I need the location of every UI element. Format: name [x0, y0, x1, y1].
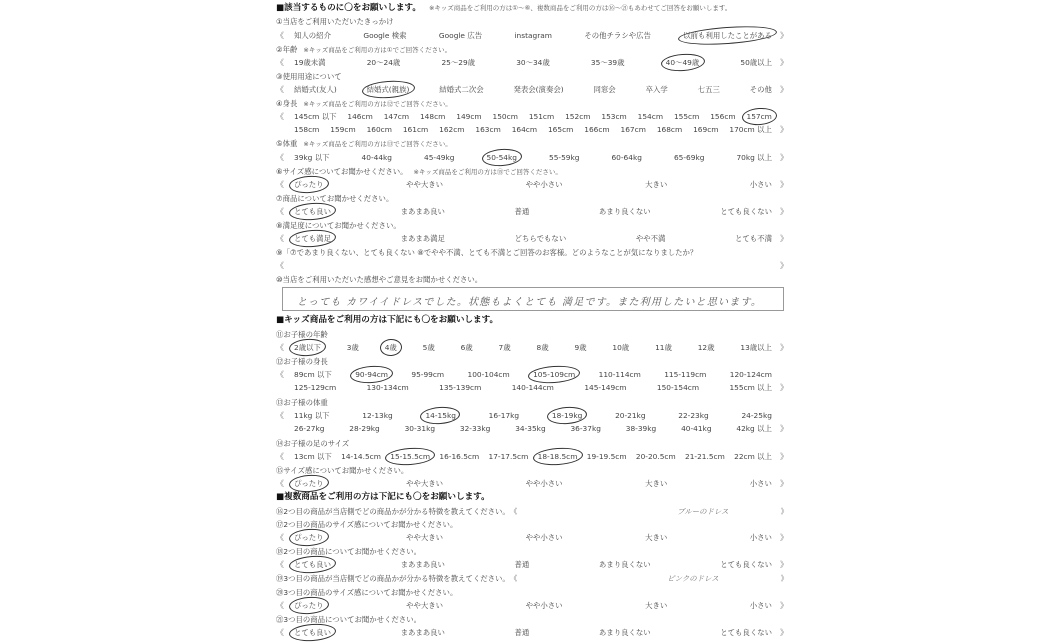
question-label [276, 355, 788, 368]
option[interactable]: 大きい [645, 601, 668, 610]
option[interactable]: 20～24歳 [366, 58, 401, 67]
option[interactable]: 149cm [456, 112, 482, 121]
q5-label: ⑤体重 [276, 139, 298, 148]
option[interactable]: 147cm [383, 112, 410, 121]
question-label [276, 273, 788, 286]
open-bracket: 《 [276, 560, 284, 569]
k13-options-line2 [276, 422, 788, 435]
q5-options [276, 151, 788, 164]
option-selected[interactable]: とても満足 [294, 234, 331, 243]
k12-label: ⑫お子様の身長 [276, 357, 328, 366]
question-label [276, 613, 788, 626]
open-bracket: 《 [276, 58, 284, 67]
m19-answer[interactable]: ピンクのドレス [667, 574, 719, 583]
option[interactable]: 115-119cm [664, 370, 707, 379]
option-list [286, 381, 778, 394]
option[interactable]: 35～39歳 [590, 58, 625, 67]
m16-label: ⑯2つ目の商品が当店側でどの商品かが分かる特徴を教えてください。 [276, 507, 510, 516]
option[interactable]: やや大きい [406, 180, 444, 189]
comment-box[interactable] [282, 287, 784, 311]
option[interactable]: 小さい [749, 479, 772, 488]
option[interactable]: 165cm [547, 125, 574, 134]
option[interactable]: 22-23kg [678, 411, 709, 420]
option[interactable]: とても良くない [720, 628, 772, 637]
option[interactable]: 170cm 以上 [729, 125, 772, 134]
option-selected[interactable]: とても良い [294, 207, 331, 216]
option-list [286, 110, 778, 123]
section-title: ■該当するものに〇をお願いします。 [276, 3, 421, 13]
option[interactable]: どちらでもない [514, 234, 567, 243]
m16-row [276, 505, 788, 518]
option-selected[interactable]: 157cm [746, 112, 772, 121]
option[interactable]: 164cm [511, 125, 538, 134]
option[interactable]: 16-16.5cm [439, 452, 480, 461]
close-bracket: 》 [780, 31, 788, 40]
question-label [276, 43, 788, 56]
q6-note: ※キッズ商品をご利用の方は⑮でご回答ください。 [413, 168, 562, 176]
open-bracket: 《 [276, 452, 284, 461]
open-bracket: 《 [276, 601, 284, 610]
open-bracket: 《 [276, 153, 284, 162]
option[interactable]: あまり良くない [598, 560, 651, 569]
option[interactable]: 167cm [620, 125, 646, 134]
option[interactable]: 169cm [693, 125, 719, 134]
option-list [286, 422, 778, 435]
question-label [276, 586, 788, 599]
option[interactable]: 36-37kg [570, 424, 601, 433]
open-bracket: 《 [276, 628, 284, 637]
q9-answer-row [276, 259, 788, 272]
option[interactable]: 95-99cm [411, 370, 445, 379]
option[interactable]: 125-129cm [294, 383, 337, 392]
m18-options [276, 558, 788, 571]
m21-label: ㉑3つ目の商品についてお聞かせください。 [276, 615, 421, 624]
m20-options [276, 599, 788, 612]
option[interactable]: 146cm [347, 112, 373, 121]
option[interactable]: 結婚式二次会 [439, 85, 484, 94]
k13-options-line1 [276, 409, 788, 422]
option[interactable]: やや大きい [406, 533, 444, 542]
option[interactable]: 9歳 [574, 343, 587, 352]
option[interactable]: 小さい [749, 180, 772, 189]
section-heading [276, 314, 788, 327]
q8-options [276, 232, 788, 245]
option[interactable]: 25～29歳 [441, 58, 476, 67]
option[interactable]: やや小さい [525, 533, 563, 542]
q3-options [276, 83, 788, 96]
option[interactable]: やや小さい [525, 479, 563, 488]
q9-label: ⑨「⑦であまり良くない、とても良くない ⑧でやや不満、とても不満とご回答のお客様。どのようなことが気になりましたか？ [276, 248, 698, 257]
open-bracket: 《 [276, 370, 284, 379]
option[interactable]: 10歳 [612, 343, 630, 352]
section-note: ※キッズ商品をご利用の方は①～⑥、複数商品をご利用の方は⑯～㉑もあわせてご回答をお願いします。 [428, 4, 732, 12]
option[interactable]: 153cm [601, 112, 627, 121]
q4-options-line2 [276, 123, 788, 136]
close-bracket: 》 [780, 153, 788, 162]
option-list [286, 56, 778, 69]
m19-label: ⑲3つ目の商品が当店側でどの商品かが分かる特徴を教えてください。 [276, 574, 510, 583]
close-bracket: 》 [780, 507, 788, 516]
option[interactable]: 140-144cm [511, 383, 554, 392]
option[interactable]: 発表会(演奏会) [513, 85, 564, 94]
option[interactable]: Google 検索 [363, 31, 407, 40]
close-bracket: 》 [780, 261, 788, 270]
close-bracket: 》 [780, 207, 788, 216]
m21-options [276, 626, 788, 639]
question-label [276, 137, 788, 150]
close-bracket: 》 [780, 479, 788, 488]
option[interactable]: 14-14.5cm [341, 452, 381, 461]
q7-options [276, 205, 788, 218]
open-bracket: 《 [276, 207, 284, 216]
q3-label: ③使用用途について [276, 72, 342, 81]
k11-options [276, 341, 788, 354]
question-label [276, 15, 788, 28]
q4-note: ※キッズ商品をご利用の方は⑫でご回答ください。 [303, 100, 452, 108]
q1-label: ①当店をご利用いただいたきっかけ [276, 17, 394, 26]
option[interactable]: 110-114cm [598, 370, 641, 379]
option[interactable]: とても良くない [720, 207, 772, 216]
q2-note: ※キッズ商品をご利用の方は①でご回答ください。 [303, 46, 452, 54]
m17-label: ⑰2つ目の商品のサイズ感についてお聞かせください。 [276, 520, 458, 529]
option-selected[interactable]: 18-19kg [551, 411, 583, 420]
option[interactable]: 156cm [710, 112, 736, 121]
option-list [286, 599, 778, 612]
option-selected[interactable]: 105-109cm [533, 370, 576, 379]
question-label [276, 545, 788, 558]
option[interactable]: 34-35kg [515, 424, 546, 433]
option[interactable]: 40-41kg [681, 424, 712, 433]
q7-label: ⑦商品についてお聞かせください。 [276, 194, 394, 203]
section-heading [276, 491, 788, 504]
option[interactable]: 120-124cm [729, 370, 772, 379]
option-selected[interactable]: 90-94cm [355, 370, 388, 379]
option[interactable]: 19-19.5cm [586, 452, 627, 461]
option-list [286, 477, 778, 490]
m20-label: ⑳3つ目の商品のサイズ感についてお聞かせください。 [276, 588, 458, 597]
option-list [286, 178, 778, 191]
k13-label: ⑬お子様の体重 [276, 398, 328, 407]
section-heading [276, 2, 788, 15]
option-list [286, 341, 778, 354]
option[interactable]: 50歳以上 [740, 58, 772, 67]
option[interactable]: 11kg 以下 [294, 411, 330, 420]
k14-options [276, 450, 788, 463]
question-label [276, 396, 788, 409]
option[interactable]: 154cm [637, 112, 664, 121]
option-selected[interactable]: 2歳以下 [294, 343, 321, 352]
option[interactable]: まあまあ満足 [400, 234, 445, 243]
option[interactable]: 160cm [366, 125, 392, 134]
open-bracket: 《 [276, 479, 284, 488]
option[interactable]: 普通 [514, 560, 530, 569]
close-bracket: 》 [780, 424, 788, 433]
option[interactable]: 148cm [419, 112, 446, 121]
close-bracket: 》 [780, 85, 788, 94]
m19-row [276, 572, 788, 585]
q8-label: ⑧満足度についてお聞かせください。 [276, 221, 401, 230]
option[interactable]: 163cm [475, 125, 501, 134]
option[interactable]: 七五三 [697, 85, 720, 94]
option[interactable]: 5歳 [422, 343, 435, 352]
option-selected[interactable]: 15-15.5cm [390, 452, 431, 461]
option-selected[interactable]: とても良い [294, 628, 331, 637]
option[interactable]: 7歳 [498, 343, 511, 352]
option[interactable]: 8歳 [536, 343, 549, 352]
close-bracket: 》 [780, 234, 788, 243]
option[interactable]: やや不満 [635, 234, 666, 243]
option[interactable]: 159cm [330, 125, 356, 134]
option-list [286, 151, 778, 164]
option-list [286, 558, 778, 571]
question-label [276, 328, 788, 341]
open-bracket: 《 [276, 261, 284, 270]
option[interactable]: まあまあ良い [400, 560, 445, 569]
option-list [286, 368, 778, 381]
option[interactable]: Google 広告 [438, 31, 483, 40]
option[interactable]: 65-69kg [673, 153, 705, 162]
option-list [286, 232, 778, 245]
option[interactable]: 60-64kg [611, 153, 642, 162]
option[interactable]: 32-33kg [459, 424, 491, 433]
close-bracket: 》 [780, 383, 788, 392]
option-selected[interactable]: 以前も利用したことがある [683, 31, 772, 40]
option[interactable]: 20-20.5cm [635, 452, 676, 461]
option[interactable]: 40-44kg [361, 153, 392, 162]
question-label [276, 97, 788, 110]
question-label [276, 70, 788, 83]
option-selected[interactable]: 18-18.5cm [537, 452, 578, 461]
close-bracket: 》 [780, 601, 788, 610]
option[interactable]: 小さい [749, 601, 772, 610]
option[interactable]: 166cm [584, 125, 610, 134]
k12-options-line1 [276, 368, 788, 381]
option[interactable]: 大きい [645, 533, 668, 542]
open-bracket: 《 [276, 411, 284, 420]
question-label [276, 219, 788, 232]
q2-options [276, 56, 788, 69]
open-bracket: 《 [276, 180, 284, 189]
option[interactable]: 同窓会 [593, 85, 616, 94]
close-bracket: 》 [780, 452, 788, 461]
option[interactable]: まあまあ良い [400, 628, 445, 637]
option-list [286, 531, 778, 544]
option-selected[interactable]: 40～49歳 [665, 58, 700, 67]
option[interactable]: 24-25kg [741, 411, 772, 420]
open-bracket: 《 [276, 343, 284, 352]
option-selected[interactable]: 4歳 [384, 343, 397, 352]
open-bracket: 《 [276, 85, 284, 94]
k12-options-line2 [276, 381, 788, 394]
option-list [286, 626, 778, 639]
option[interactable]: 13cm 以下 [294, 452, 332, 461]
section-title: ■キッズ商品をご利用の方は下記にも〇をお願いします。 [276, 315, 499, 325]
option-selected[interactable]: 14-15kg [425, 411, 456, 420]
option[interactable]: 30～34歳 [516, 58, 550, 67]
open-bracket: 《 [509, 574, 518, 583]
option[interactable]: 100-104cm [467, 370, 510, 379]
option[interactable]: その他 [749, 85, 772, 94]
close-bracket: 》 [780, 343, 788, 352]
option[interactable]: 22cm 以上 [734, 452, 772, 461]
option[interactable]: 6歳 [460, 343, 473, 352]
option[interactable]: とても良くない [720, 560, 772, 569]
option[interactable]: 知人の紹介 [294, 31, 331, 40]
m16-answer[interactable]: ブルーのドレス [677, 507, 729, 516]
option[interactable]: 20-21kg [615, 411, 646, 420]
option[interactable]: 89cm 以下 [294, 370, 332, 379]
close-bracket: 》 [780, 574, 788, 583]
option[interactable]: 17-17.5cm [488, 452, 529, 461]
option[interactable]: 151cm [528, 112, 555, 121]
m18-label: ⑱2つ目の商品についてお聞かせください。 [276, 547, 421, 556]
option[interactable]: 大きい [645, 180, 668, 189]
open-bracket: 《 [276, 112, 284, 121]
option-selected[interactable]: 結婚式(親族) [366, 85, 410, 94]
option[interactable]: 161cm [402, 125, 429, 134]
option[interactable]: あまり良くない [598, 207, 651, 216]
option[interactable]: 19歳未満 [294, 58, 326, 67]
option[interactable]: 結婚式(友人) [294, 85, 337, 94]
option[interactable]: やや小さい [525, 180, 563, 189]
option[interactable]: 152cm [565, 112, 591, 121]
option[interactable]: 158cm [294, 125, 320, 134]
question-label [276, 192, 788, 205]
option-list [286, 205, 778, 218]
close-bracket: 》 [780, 628, 788, 637]
option[interactable]: 12-13kg [362, 411, 393, 420]
option[interactable]: 38-39kg [625, 424, 657, 433]
question-label [276, 518, 788, 531]
k11-label: ⑪お子様の年齢 [276, 330, 328, 339]
close-bracket: 》 [780, 125, 788, 134]
option[interactable]: 45-49kg [424, 153, 455, 162]
close-bracket: 》 [780, 533, 788, 542]
close-bracket: 》 [780, 180, 788, 189]
option[interactable]: 普通 [514, 628, 530, 637]
question-label [276, 464, 788, 477]
option[interactable]: instagram [514, 31, 552, 40]
option[interactable]: 145cm 以下 [294, 112, 337, 121]
option-selected[interactable]: ぴったり [294, 533, 324, 542]
option[interactable]: 普通 [514, 207, 530, 216]
option[interactable]: 150-154cm [656, 383, 700, 392]
handwritten-comment: とっても カワイイドレスでした。状態もよくとても 満足です。また利用したいと思います。 [297, 297, 763, 308]
option[interactable]: 162cm [439, 125, 465, 134]
option-list [286, 450, 778, 463]
k15-label: ⑮サイズ感についてお聞かせください。 [276, 466, 409, 475]
open-bracket: 《 [509, 507, 518, 516]
option[interactable]: 168cm [656, 125, 683, 134]
question-label [276, 437, 788, 450]
q10-label: ⑩当店をご利用いただいた感想やご意見をお聞かせください。 [276, 275, 483, 284]
option[interactable]: 130-134cm [366, 383, 409, 392]
q4-label: ④身長 [276, 99, 298, 108]
k14-label: ⑭お子様の足のサイズ [276, 439, 350, 448]
m17-options [276, 531, 788, 544]
option[interactable]: 12歳 [697, 343, 715, 352]
k15-options [276, 477, 788, 490]
option[interactable]: 145-149cm [584, 383, 627, 392]
option[interactable]: 70kg 以上 [736, 153, 772, 162]
q6-options [276, 178, 788, 191]
q4-options-line1 [276, 110, 788, 123]
option[interactable]: 21-21.5cm [685, 452, 725, 461]
option-list [286, 29, 778, 42]
option[interactable]: やや大きい [406, 601, 444, 610]
question-label [276, 165, 788, 178]
option[interactable]: 30-31kg [404, 424, 436, 433]
option[interactable]: 155cm 以上 [729, 383, 772, 392]
section-title: ■複数商品をご利用の方は下記にも〇をお願いします。 [276, 492, 490, 502]
q1-options [276, 29, 788, 42]
option-selected[interactable]: ぴったり [294, 479, 324, 488]
option[interactable]: 11歳 [655, 343, 672, 352]
open-bracket: 《 [276, 533, 284, 542]
option[interactable]: 16-17kg [488, 411, 520, 420]
option[interactable]: まあまあ良い [400, 207, 445, 216]
option[interactable]: やや小さい [525, 601, 563, 610]
option[interactable]: 13歳以上 [740, 343, 772, 352]
option[interactable]: その他チラシや広告 [584, 31, 651, 40]
option[interactable]: 26-27kg [294, 424, 325, 433]
q6-label: ⑥サイズ感についてお聞かせください。 [276, 167, 408, 176]
option[interactable]: やや大きい [406, 479, 444, 488]
option[interactable]: 150cm [492, 112, 518, 121]
option[interactable]: 155cm [673, 112, 700, 121]
option-list [286, 409, 778, 422]
option[interactable]: 42kg 以上 [736, 424, 772, 433]
question-label [276, 246, 788, 259]
option-selected[interactable]: とても良い [294, 560, 331, 569]
q5-note: ※キッズ商品をご利用の方は⑬でご回答ください。 [303, 140, 452, 148]
option[interactable]: 55-59kg [549, 153, 580, 162]
option[interactable]: 大きい [645, 479, 668, 488]
close-bracket: 》 [780, 560, 788, 569]
option[interactable]: 39kg 以下 [294, 153, 330, 162]
q2-label: ②年齢 [276, 45, 298, 54]
option[interactable]: 卒入学 [645, 85, 668, 94]
open-bracket: 《 [276, 31, 284, 40]
option[interactable]: 135-139cm [439, 383, 482, 392]
option[interactable]: 3歳 [346, 343, 359, 352]
option-list [286, 123, 778, 136]
close-bracket: 》 [780, 58, 788, 67]
option[interactable]: 28-29kg [349, 424, 380, 433]
open-bracket: 《 [276, 234, 284, 243]
option-selected[interactable]: ぴったり [294, 601, 324, 610]
option[interactable]: とても不満 [735, 234, 772, 243]
option[interactable]: 小さい [749, 533, 772, 542]
option-selected[interactable]: ぴったり [294, 180, 324, 189]
option-selected[interactable]: 50-54kg [486, 153, 517, 162]
survey-sheet [276, 0, 788, 640]
option-list [286, 83, 778, 96]
option[interactable]: あまり良くない [598, 628, 651, 637]
